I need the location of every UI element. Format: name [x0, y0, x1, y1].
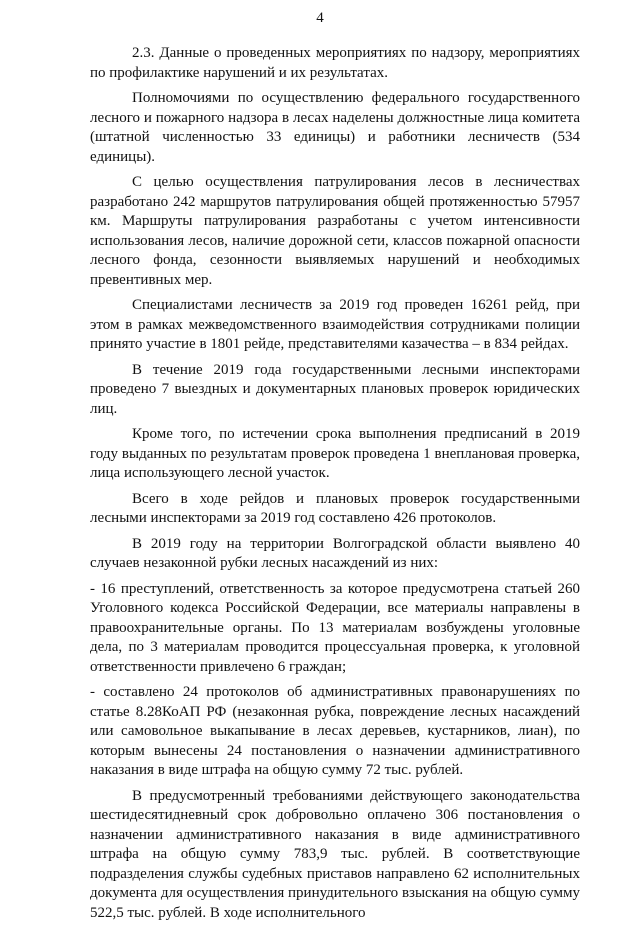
- document-body: [90, 44, 580, 929]
- body-paragraph: С целью осуществления патрулирования лесов в лесничествах разработано 242 маршрутов патрулирования общей протяженностью 57957 км. Маршруты патрулирования разработаны с учетом интенсивности использования лесов, наличие дорожной сети, классов пожарной опасности лесного фонда, сезонности выявляемых нарушений и необходимых превентивных мер.: [90, 174, 580, 288]
- body-paragraph: Специалистами лесничеств за 2019 год проведен 16261 рейд, при этом в рамках межведомственного взаимодействия сотрудниками полиции принято участие в 1801 рейде, представителями казачества – в 834 рейдах.: [90, 297, 580, 352]
- body-paragraph: В предусмотренный требованиями действующего законодательства шестидесятидневный срок добровольно оплачено 306 постановления о назначении административного наказания в виде административного штрафа на общую сумму 783,9 тыс. рублей. В соответствующие подразделения службы судебных приставов направлено 62 исполнительных документа для осуществления принудительного взыскания на общую сумму 522,5 тыс. рублей. В ходе исполнительного: [90, 787, 580, 921]
- body-paragraph: В течение 2019 года государственными лесными инспекторами проведено 7 выездных и документарных плановых проверок юридических лиц.: [90, 361, 580, 417]
- body-paragraph: Кроме того, по истечении срока выполнения предписаний в 2019 году выданных по результатам проверок проведена 1 внеплановая проверка, лица использующего лесной участок.: [90, 426, 580, 481]
- body-paragraph: В 2019 году на территории Волгоградской области выявлено 40 случаев незаконной рубки лесных насаждений из них:: [90, 535, 580, 571]
- list-item: - 16 преступлений, ответственность за которое предусмотрена статьей 260 Уголовного кодекса Российской Федерации, все материалы направлены в правоохранительные органы. По 13 материалам возбуждены уголовные дела, по 3 материалам проводится процессуальная проверка, к уголовной ответственности привлечено 6 граждан;: [90, 580, 580, 675]
- page-number: 4: [316, 10, 324, 26]
- body-paragraph: Всего в ходе рейдов и плановых проверок государственными лесными инспекторами за 2019 год составлено 426 протоколов.: [90, 490, 580, 526]
- body-paragraph: Полномочиями по осуществлению федерального государственного лесного и пожарного надзора в лесах наделены должностные лица комитета (штатной численностью 33 единицы) и работники лесничеств (534 единицы).: [90, 90, 580, 165]
- list-item: - составлено 24 протоколов об административных правонарушениях по статье 8.28КоАП РФ (незаконная рубка, повреждение лесных насаждений или самовольное выкапывание в лесах деревьев, кустарников, лиан), по которым вынесены 24 постановления о назначении административного наказания в виде штрафа на общую сумму 72 тыс. рублей.: [90, 684, 580, 778]
- section-heading-paragraph: 2.3. Данные о проведенных мероприятиях по надзору, мероприятиях по профилактике нарушений и их результатах.: [90, 45, 580, 81]
